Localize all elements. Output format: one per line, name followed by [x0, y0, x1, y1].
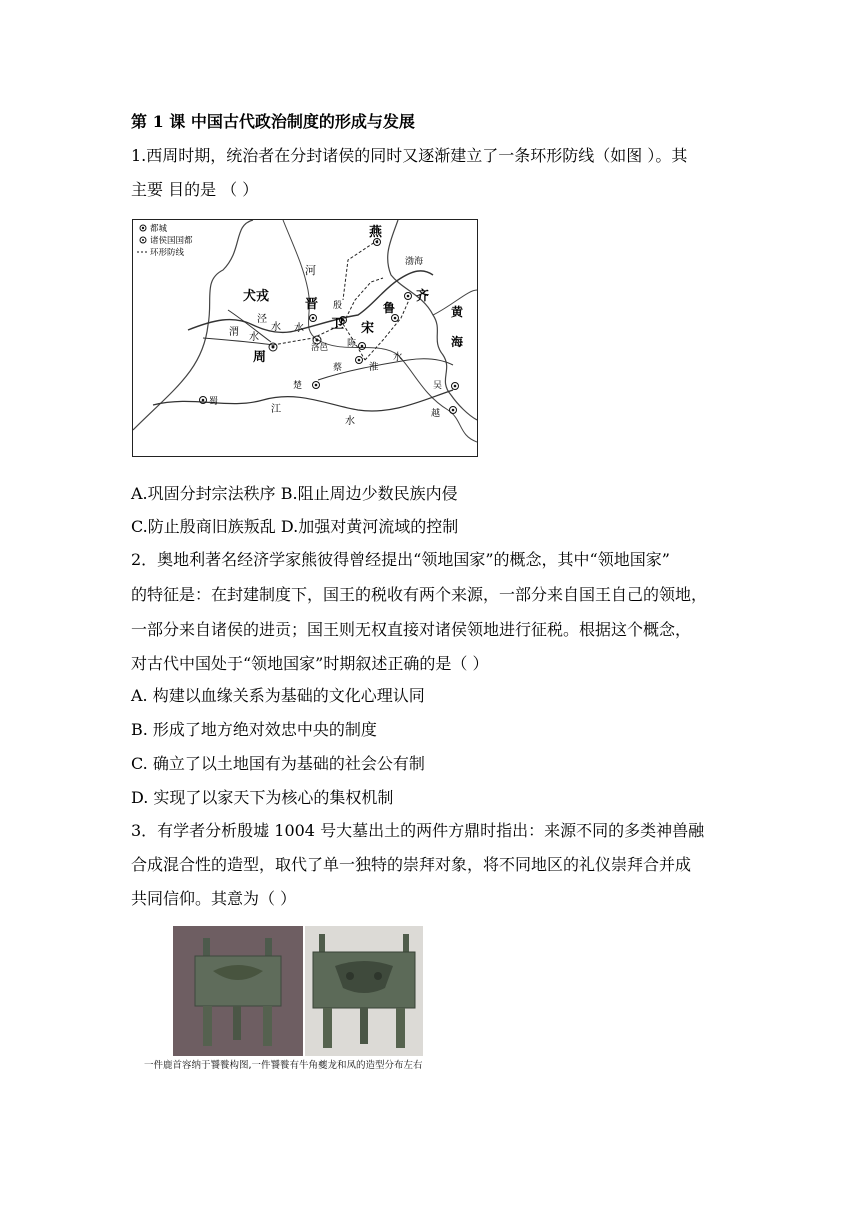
legend-defense-line: 环形防线 — [150, 248, 185, 258]
label-chu: 楚 — [293, 381, 303, 391]
legend-capital: 都城 — [150, 224, 168, 234]
q2-option-a: A. 构建以血缘关系为基础的文化心理认同 — [131, 686, 425, 705]
label-chen: 陈 — [347, 339, 357, 349]
q3-line2: 合成混合性的造型，取代了单一独特的崇拜对象，将不同地区的礼仪崇拜合并成 — [131, 855, 692, 874]
label-shui2: 水 — [249, 332, 259, 343]
label-shu: 蜀 — [209, 397, 219, 407]
label-cai: 蔡 — [333, 363, 343, 373]
label-shui4: 水 — [393, 352, 403, 363]
label-wei: 卫 — [331, 317, 345, 332]
label-lu: 鲁 — [383, 301, 396, 315]
ding-photo-left — [173, 926, 303, 1056]
label-wei-river: 渭 — [229, 327, 239, 338]
q1-options-row2: C.防止殷商旧族叛乱 D.加强对黄河流域的控制 — [131, 517, 459, 536]
legend-vassal-capital: 诸侯国国都 — [150, 236, 193, 246]
label-song: 宋 — [361, 321, 375, 336]
q1-stem-line2: 主要 目的是 （ ） — [131, 180, 259, 199]
label-zhou: 周 — [253, 350, 267, 365]
label-jiang: 江 — [271, 404, 281, 415]
label-bohai: 渤海 — [405, 257, 424, 267]
label-jing: 泾 — [257, 314, 267, 325]
photo-caption: 一件鹿首容纳于饕餮构图,一件饕餮有牛角夔龙和凤的造型分布左右 — [144, 1060, 423, 1071]
lesson-title: 第 1 课 中国古代政治制度的形成与发展 — [131, 112, 415, 131]
ding-photo-right — [305, 926, 423, 1056]
label-jin: 晋 — [305, 297, 319, 312]
label-wu: 吴 — [433, 381, 443, 391]
label-qi: 齐 — [416, 289, 430, 304]
label-shui3: 水 — [294, 323, 304, 334]
q3-line3: 共同信仰。其意为（ ） — [131, 889, 297, 908]
q2-line2: 的特征是：在封建制度下，国王的税收有两个来源，一部分来自国王自己的领地， — [131, 585, 708, 604]
label-shui5: 水 — [345, 416, 355, 427]
q1-stem-line1: 1.西周时期，统治者在分封诸侯的同时又逐渐建立了一条环形防线（如图 ）。其 — [131, 146, 688, 165]
label-yan: 燕 — [369, 225, 383, 240]
q1-options-row1: A.巩固分封宗法秩序 B.阻止周边少数民族内侵 — [131, 484, 458, 503]
q2-option-d: D. 实现了以家天下为核心的集权机制 — [131, 788, 394, 807]
label-yue: 越 — [431, 409, 441, 419]
q2-option-c: C. 确立了以土地国有为基础的社会公有制 — [131, 754, 425, 773]
q2-line1: 2．奥地利著名经济学家熊彼得曾经提出“领地国家”的概念，其中“领地国家” — [131, 550, 670, 569]
label-hai: 海 — [451, 335, 464, 349]
q2-line4: 对古代中国处于“领地国家”时期叙述正确的是（ ） — [131, 654, 489, 673]
q3-line1: 3．有学者分析殷墟 1004 号大墓出土的两件方鼎时指出：来源不同的多类神兽融 — [131, 821, 705, 840]
map-legend — [137, 223, 193, 258]
label-luoyi: 洛邑 — [311, 343, 329, 353]
label-huai: 淮 — [369, 362, 379, 373]
q2-option-b: B. 形成了地方绝对效忠中央的制度 — [131, 720, 377, 739]
label-yin: 殷 — [333, 301, 343, 311]
label-quanrong: 犬戎 — [243, 289, 270, 304]
label-shui1: 水 — [271, 322, 281, 333]
q2-line3: 一部分来自诸侯的进贡；国王则无权直接对诸侯领地进行征税。根据这个概念， — [131, 620, 692, 639]
label-huang: 黄 — [451, 305, 464, 319]
western-zhou-map — [132, 219, 478, 457]
bronze-ding-photos — [173, 926, 423, 1056]
label-he: 河 — [305, 264, 316, 277]
